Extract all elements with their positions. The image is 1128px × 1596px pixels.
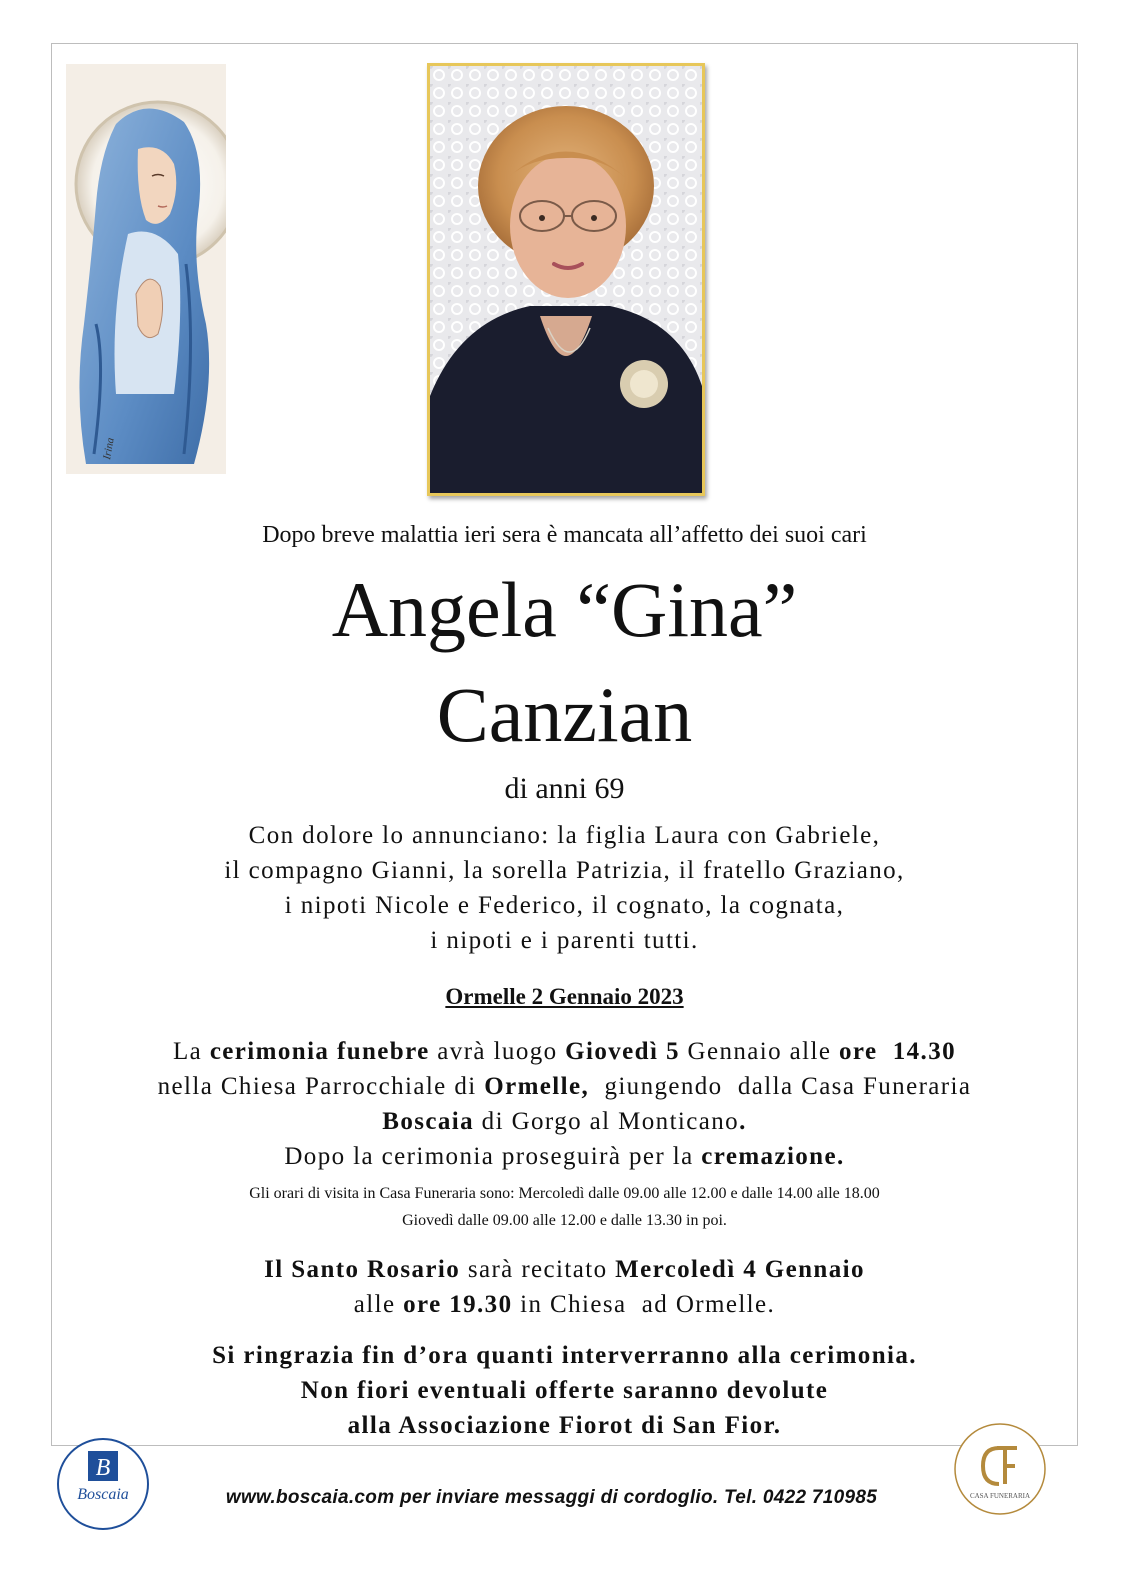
deceased-first-name: Angela “Gina” xyxy=(331,566,798,653)
thanks-message xyxy=(51,1338,1078,1443)
family-line: il compagno Gianni, la sorella Patrizia, il fratello Graziano, xyxy=(224,857,905,884)
family-line: i nipoti e i parenti tutti. xyxy=(430,927,699,954)
svg-text:Irina: Irina xyxy=(101,436,117,461)
visiting-hours xyxy=(51,1180,1078,1234)
visiting-hours-line: Gli orari di visita in Casa Funeraria sono: Mercoledì dalle 09.00 alle 12.00 e dalle 14.00 alle 18.00 xyxy=(249,1185,880,1202)
svg-text:B: B xyxy=(95,1455,111,1481)
rosary-line-1: Il Santo Rosario sarà recitato Mercoledì 4 Gennaio xyxy=(264,1256,865,1283)
ceremony-line-2: nella Chiesa Parrocchiale di Ormelle, giungendo dalla Casa Funeraria xyxy=(157,1073,972,1100)
ceremony-details xyxy=(51,1034,1078,1174)
visiting-hours-line: Giovedì dalle 09.00 alle 12.00 e dalle 13.30 in poi. xyxy=(402,1212,727,1229)
intro-text: Dopo breve malattia ieri sera è mancata all’affetto dei suoi cari xyxy=(262,522,867,548)
footer-contact[interactable]: www.boscaia.com per inviare messaggi di cordoglio. Tel. 0422 710985 xyxy=(225,1487,878,1508)
deceased-age: di anni 69 xyxy=(504,772,625,805)
ceremony-line-1: La cerimonia funebre avrà luogo Giovedì 5 Gennaio alle ore 14.30 xyxy=(172,1038,956,1065)
thanks-line: Non fiori eventuali offerte saranno devolute xyxy=(300,1377,829,1404)
deceased-last-name: Canzian xyxy=(436,671,693,758)
thanks-line: Si ringrazia fin d’ora quanti interverranno alla cerimonia. xyxy=(212,1342,917,1369)
boscaia-logo[interactable] xyxy=(56,1437,150,1531)
place-and-date: Ormelle 2 Gennaio 2023 xyxy=(445,984,684,1009)
deceased-portrait-photo xyxy=(427,63,705,496)
thanks-line: alla Associazione Fiorot di San Fior. xyxy=(347,1412,782,1439)
family-line: Con dolore lo annunciano: la figlia Laura con Gabriele, xyxy=(248,822,881,849)
svg-text:Boscaia: Boscaia xyxy=(77,1486,129,1503)
rosary-line-2: alle ore 19.30 in Chiesa ad Ormelle. xyxy=(353,1291,776,1318)
svg-text:CASA FUNERARIA: CASA FUNERARIA xyxy=(969,1492,1031,1500)
family-line: i nipoti Nicole e Federico, il cognato, la cognata, xyxy=(284,892,845,919)
casa-funeraria-logo[interactable] xyxy=(953,1422,1047,1516)
ceremony-line-4: Dopo la cerimonia proseguirà per la cremazione. xyxy=(284,1143,845,1170)
madonna-illustration xyxy=(66,64,226,474)
rosary-details xyxy=(51,1252,1078,1322)
ceremony-line-3: Boscaia di Gorgo al Monticano. xyxy=(382,1108,747,1135)
family-announcement xyxy=(51,818,1078,958)
